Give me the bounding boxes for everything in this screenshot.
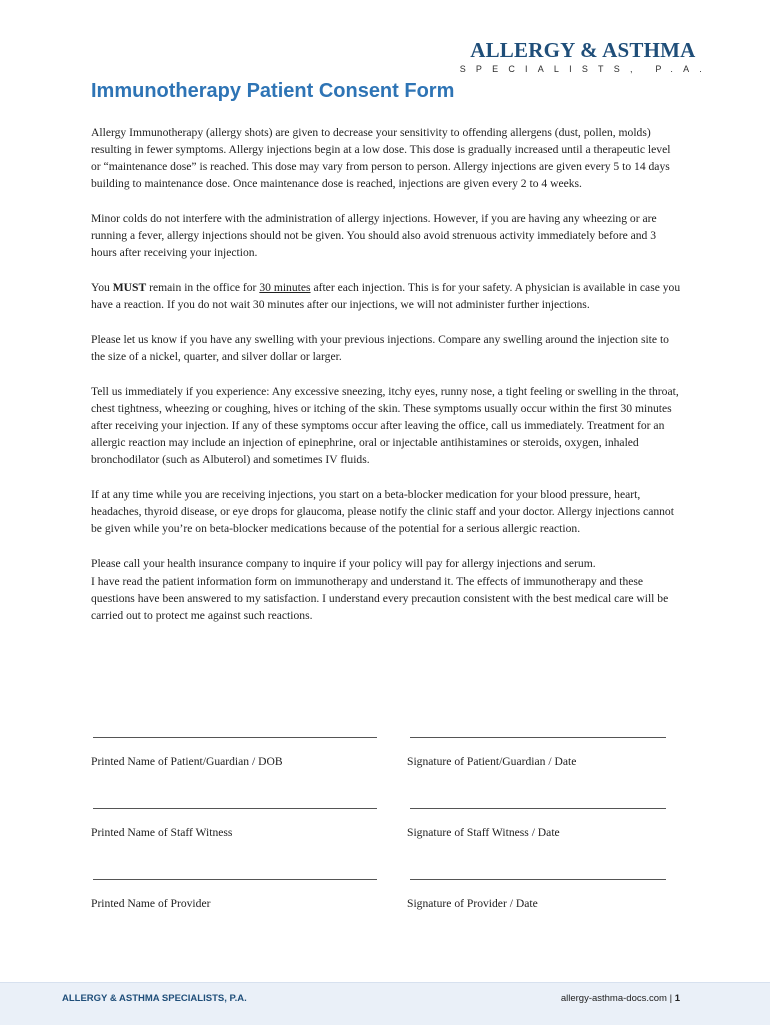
- signature-row-staff: [91, 808, 691, 848]
- staff-name-line[interactable]: [93, 808, 377, 810]
- paragraph-wait-time: [91, 279, 681, 313]
- provider-name-line[interactable]: [93, 879, 377, 881]
- paragraph-colds: Minor colds do not interfere with the administration of allergy injections. However, if you are having any wheezing or are running a fever, allergy injections should not be given. You should also avoid strenuous activity immediately before and 3 hours after receiving your injection.: [91, 212, 657, 259]
- paragraph-beta-blocker: If at any time while you are receiving injections, you start on a beta-blocker medication for your blood pressure, heart, headaches, thyroid disease, or eye drops for glaucoma, please notify the clinic staff and your doctor. Allergy injections cannot be given while you’re on beta-blocker medications because of the potential for a serious allergic reaction.: [91, 488, 674, 535]
- wait-text-a: You: [91, 281, 113, 294]
- staff-signature-label: Signature of Staff Witness / Date: [407, 826, 560, 839]
- paragraph-insurance: Please call your health insurance company to inquire if your policy will pay for allergy injections and serum.: [91, 557, 596, 570]
- page-title: Immunotherapy Patient Consent Form: [91, 80, 455, 102]
- wait-text-c: after each injection. This is for your safety. A physician is available in case you have a reaction. If you do not wait 30 minutes after our injections, we will not administer further injections.: [91, 281, 681, 311]
- provider-signature-line[interactable]: [410, 879, 666, 881]
- paragraph-intro: Allergy Immunotherapy (allergy shots) are given to decrease your sensitivity to offending allergens (dust, pollen, molds) resulting in fewer symptoms. Allergy injections begin at a low dose. This dose is gradually increased until a therapeutic level or “maintenance dose” is reached. This dose may vary from person to person. Allergy injections are given every 5 to 14 days building to maintenance dose. Once maintenance dose is reached, injections are given every 2 to 4 weeks.: [91, 126, 671, 190]
- wait-text-b: remain in the office for: [146, 281, 260, 294]
- paragraph-symptoms: Tell us immediately if you experience: Any excessive sneezing, itchy eyes, runny nose, a tight feeling or swelling in the throat, chest tightness, wheezing or coughing, hives or itching of the skin. These symptoms usually occur within the first 30 minutes after receiving your injection. If any of these symptoms occur after leaving the office, call us immediately. Treatment for an allergic reaction may include an injection of epinephrine, oral or injectable antihistamines or steroids, oxygen, inhaled bronchodilator (such as Albuterol) and sometimes IV fluids.: [91, 385, 679, 466]
- form-body: [91, 124, 681, 642]
- minutes-emphasis: 30 minutes: [259, 281, 311, 294]
- paragraph-swelling: Please let us know if you have any swelling with your previous injections. Compare any swelling around the injection site to the size of a nickel, quarter, and silver dollar or larger.: [91, 333, 669, 363]
- page-number: 1: [674, 993, 680, 1004]
- patient-signature-label: Signature of Patient/Guardian / Date: [407, 755, 577, 768]
- patient-name-label: Printed Name of Patient/Guardian / DOB: [91, 755, 283, 768]
- signature-row-patient: [91, 737, 691, 777]
- signature-row-provider: [91, 879, 691, 919]
- patient-name-line[interactable]: [93, 737, 377, 739]
- footer-site: [561, 993, 680, 1004]
- must-emphasis: MUST: [112, 281, 147, 294]
- staff-signature-line[interactable]: [410, 808, 666, 810]
- page-footer: [0, 982, 770, 1025]
- provider-name-label: Printed Name of Provider: [91, 897, 211, 910]
- provider-signature-label: Signature of Provider / Date: [407, 897, 538, 910]
- footer-company: ALLERGY & ASTHMA SPECIALISTS, P.A.: [62, 993, 247, 1004]
- logo-wordmark: ALLERGY & ASTHMA: [470, 38, 696, 62]
- paragraph-acknowledgment: I have read the patient information form on immunotherapy and understand it. The effects of immunotherapy and these questions have been answered to my satisfaction. I understand every precaution consistent with the best medical care will be carried out to protect me against such reactions.: [91, 575, 669, 622]
- staff-name-label: Printed Name of Staff Witness: [91, 826, 233, 839]
- logo-subtitle: SPECIALISTS, P.A.: [459, 64, 712, 74]
- footer-url: allergy-asthma-docs.com |: [560, 993, 675, 1004]
- patient-signature-line[interactable]: [410, 737, 666, 739]
- company-logo: [454, 38, 712, 74]
